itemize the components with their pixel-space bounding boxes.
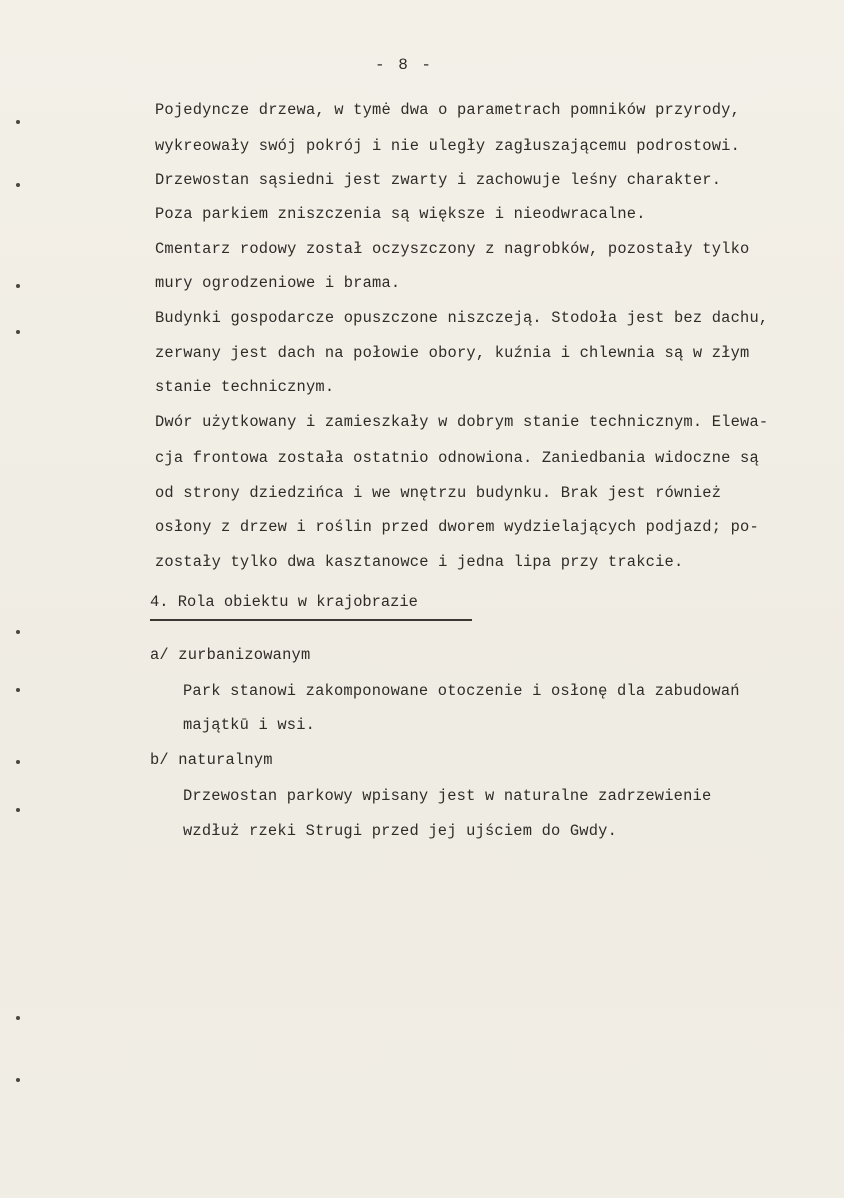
heading-underline: [150, 619, 472, 621]
body-line: zostały tylko dwa kasztanowce i jedna lipa przy trakcie.: [155, 553, 684, 571]
body-line: Cmentarz rodowy został oczyszczony z nagrobków, pozostały tylko: [155, 240, 750, 258]
margin-dot: [16, 183, 20, 187]
margin-dot: [16, 330, 20, 334]
body-line: mury ogrodzeniowe i brama.: [155, 274, 401, 292]
margin-dot: [16, 630, 20, 634]
subsection-b-line: Drzewostan parkowy wpisany jest w naturalne zadrzewienie: [183, 787, 712, 805]
margin-dot: [16, 808, 20, 812]
body-line: Dwór użytkowany i zamieszkały w dobrym stanie technicznym. Elewa-: [155, 413, 769, 431]
margin-dot: [16, 760, 20, 764]
body-line: Poza parkiem zniszczenia są większe i nieodwracalne.: [155, 205, 646, 223]
subsection-b-label: b/ naturalnym: [150, 751, 273, 769]
body-line: od strony dziedzińca i we wnętrzu budynku. Brak jest również: [155, 484, 722, 502]
body-line: Pojedyncze drzewa, w tymė dwa o parametrach pomników przyrody,: [155, 101, 741, 119]
body-line: osłony z drzew i roślin przed dworem wydzielających podjazd; po-: [155, 518, 759, 536]
body-line: Drzewostan sąsiedni jest zwarty i zachowuje leśny charakter.: [155, 171, 722, 189]
page-number: - 8 -: [374, 56, 433, 74]
subsection-a-label: a/ zurbanizowanym: [150, 646, 311, 664]
body-line: Budynki gospodarcze opuszczone niszczeją. Stodoła jest bez dachu,: [155, 309, 769, 327]
subsection-a-line: Park stanowi zakomponowane otoczenie i osłonę dla zabudowań: [183, 682, 740, 700]
body-line: zerwany jest dach na połowie obory, kuźnia i chlewnia są w złym: [155, 344, 750, 362]
body-line: wykreowały swój pokrój i nie uległy zagłuszającemu podrostowi.: [155, 137, 741, 155]
subsection-a-line: majątkū i wsi.: [183, 716, 316, 734]
body-line: stanie technicznym.: [155, 378, 335, 396]
section-heading: 4. Rola obiektu w krajobrazie: [150, 593, 418, 611]
body-line: cja frontowa została ostatnio odnowiona. Zaniedbania widoczne są: [155, 449, 759, 467]
margin-dot: [16, 1016, 20, 1020]
subsection-b-line: wzdłuż rzeki Strugi przed jej ujściem do Gwdy.: [183, 822, 618, 840]
margin-dot: [16, 1078, 20, 1082]
margin-dot: [16, 120, 20, 124]
margin-dot: [16, 688, 20, 692]
margin-dot: [16, 284, 20, 288]
